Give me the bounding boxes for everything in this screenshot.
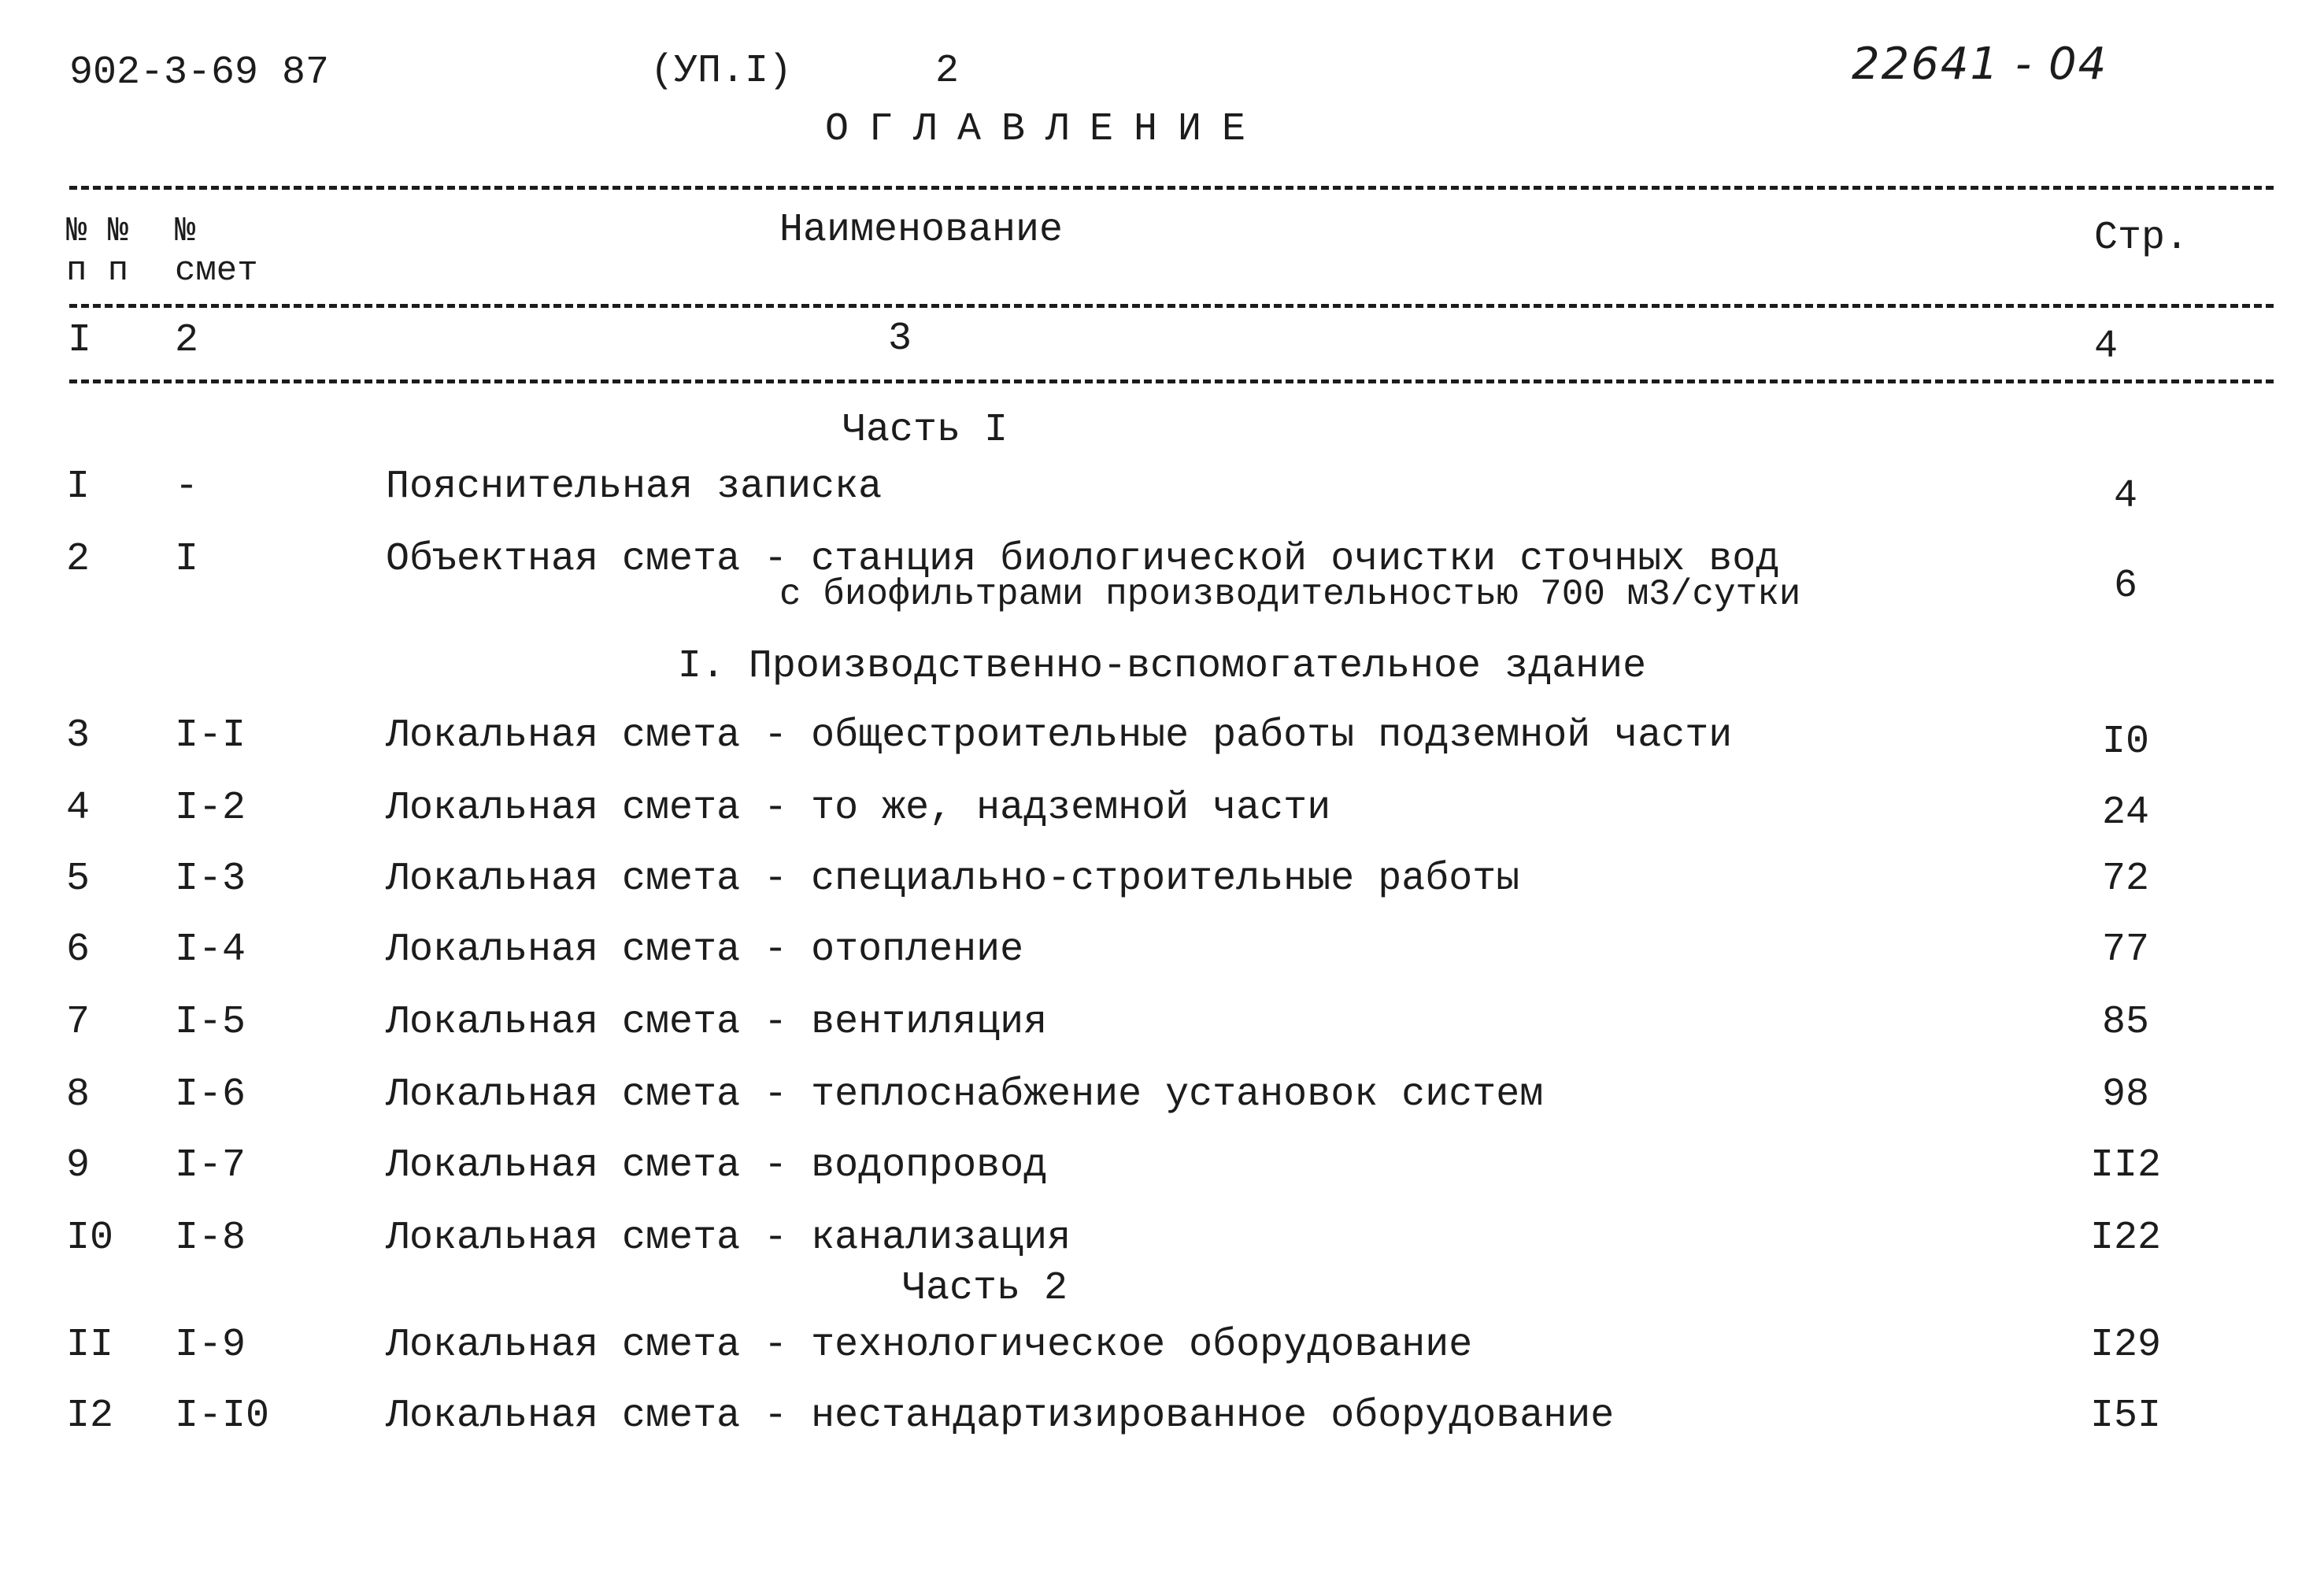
- row-name: Локальная смета - то же, надземной части: [386, 786, 1331, 831]
- row-estimate-code: I-I0: [175, 1394, 270, 1438]
- table-row: [0, 927, 2324, 978]
- row-estimate-code: I-8: [175, 1216, 246, 1261]
- table-row: [0, 713, 2324, 765]
- header-row-number-line2: п п: [66, 251, 129, 291]
- column-number-4: 4: [2094, 324, 2119, 369]
- row-number: 9: [66, 1143, 91, 1188]
- column-number-1: I: [68, 318, 92, 363]
- row-number: I: [66, 465, 91, 509]
- row-page: 85: [2101, 1000, 2149, 1045]
- table-row: [0, 1216, 2324, 1266]
- row-page: 77: [2101, 927, 2149, 972]
- page-title: ОГЛАВЛЕНИЕ: [825, 107, 1267, 152]
- row-page: 72: [2101, 857, 2149, 902]
- table-row: [0, 465, 2324, 519]
- row-page: I0: [2101, 720, 2149, 765]
- header-estimate-number-line2: смет: [175, 251, 258, 291]
- row-estimate-code: I-3: [175, 857, 246, 902]
- row-page: 24: [2101, 790, 2149, 835]
- row-name: Локальная смета - нестандартизированное оборудование: [386, 1394, 1615, 1438]
- document-code: 902-3-69 87: [69, 50, 330, 95]
- inventory-number: 22641 - 04: [1852, 39, 2108, 90]
- row-estimate-code: I-2: [175, 786, 246, 831]
- row-name: Локальная смета - вентиляция: [386, 1000, 1048, 1045]
- section-building-label: I. Производственно-вспомогательное здание: [677, 644, 1647, 689]
- row-estimate-code: I-4: [175, 927, 246, 972]
- row-number: 5: [66, 857, 91, 902]
- row-page: I22: [2089, 1216, 2161, 1261]
- table-row: [0, 1143, 2324, 1194]
- row-page: II2: [2089, 1143, 2161, 1188]
- row-estimate-code: I-6: [175, 1072, 246, 1117]
- header-estimate-number-line1: №: [175, 212, 196, 251]
- row-number: 2: [66, 537, 91, 582]
- row-number: I2: [66, 1394, 114, 1438]
- row-number: I0: [66, 1216, 114, 1261]
- album-label: (УП.I): [650, 49, 793, 94]
- header-page: Стр.: [2094, 216, 2189, 261]
- row-name: Локальная смета - канализация: [386, 1216, 1071, 1261]
- row-page: 6: [2113, 564, 2137, 609]
- divider-top: [69, 186, 2274, 190]
- page-number: 2: [935, 49, 960, 94]
- row-page: 4: [2113, 474, 2137, 519]
- row-name: Локальная смета - технологическое оборудование: [386, 1323, 1473, 1368]
- row-name-line2: с биофильтрами производительностью 700 м3/сутки: [779, 574, 1801, 615]
- row-page: I29: [2089, 1323, 2161, 1368]
- row-number: 4: [66, 786, 91, 831]
- row-estimate-code: I-7: [175, 1143, 246, 1188]
- table-row: [0, 1072, 2324, 1123]
- row-name: Локальная смета - водопровод: [386, 1143, 1048, 1188]
- section-building: [0, 644, 2324, 689]
- row-number: II: [66, 1323, 114, 1368]
- divider-header-mid: [69, 304, 2274, 308]
- row-name: Пояснительная записка: [386, 465, 883, 509]
- row-estimate-code: I-9: [175, 1323, 246, 1368]
- row-estimate-code: I: [175, 537, 199, 582]
- row-estimate-code: -: [175, 465, 199, 509]
- row-estimate-code: I-I: [175, 713, 246, 758]
- header-row-number-line1: № №: [66, 212, 129, 251]
- row-name: Локальная смета - общестроительные работы подземной части: [386, 713, 1733, 758]
- row-page: 98: [2101, 1072, 2149, 1117]
- row-estimate-code: I-5: [175, 1000, 246, 1045]
- divider-header-bottom: [69, 380, 2274, 383]
- row-name: Локальная смета - теплоснабжение установок систем: [386, 1072, 1544, 1117]
- row-name: Локальная смета - специально-строительные работы: [386, 857, 1520, 902]
- section-part-1: Часть I: [842, 408, 1008, 453]
- column-number-3: 3: [888, 317, 912, 361]
- row-page: I5I: [2089, 1394, 2161, 1438]
- table-row: [0, 786, 2324, 836]
- table-row: [0, 1000, 2324, 1050]
- table-row: [0, 857, 2324, 907]
- row-number: 3: [66, 713, 91, 758]
- row-number: 7: [66, 1000, 91, 1045]
- table-row: [0, 1323, 2324, 1373]
- row-name: Объектная смета - станция биологической очистки сточных вод: [386, 537, 1780, 582]
- row-name: Локальная смета - отопление: [386, 927, 1024, 972]
- header-name: Наименование: [779, 208, 1064, 253]
- table-row: [0, 1394, 2324, 1444]
- section-part-2: Часть 2: [902, 1266, 1068, 1311]
- table-row: [0, 537, 2324, 627]
- column-number-2: 2: [175, 318, 199, 363]
- row-number: 6: [66, 927, 91, 972]
- row-number: 8: [66, 1072, 91, 1117]
